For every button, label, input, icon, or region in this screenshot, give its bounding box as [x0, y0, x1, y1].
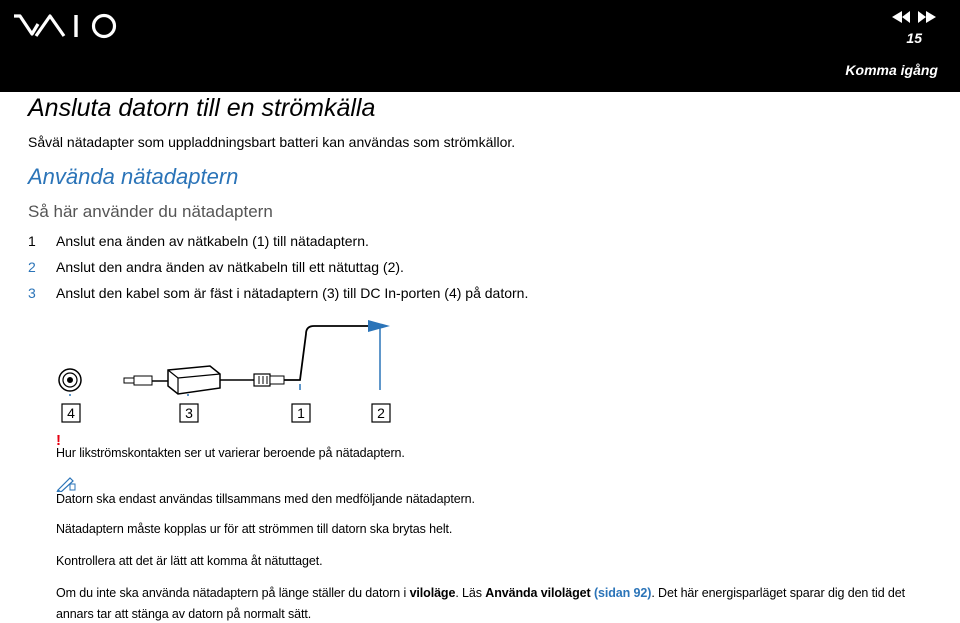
step-text: Anslut den kabel som är fäst i nätadaptern (3) till DC In-porten (4) på datorn. — [56, 285, 529, 301]
ac-adapter-icon — [168, 366, 220, 394]
svg-text:3: 3 — [185, 405, 193, 421]
note-text: Kontrollera att det är lätt att komma åt nätuttaget. — [56, 554, 323, 568]
svg-text:2: 2 — [377, 405, 385, 421]
header-bar — [0, 0, 960, 92]
step-text: Anslut ena änden av nätkabeln (1) till nätadaptern. — [56, 233, 369, 249]
note-text — [56, 586, 905, 600]
note-text-part: Om du inte ska använda nätadaptern på länge ställer du datorn i — [56, 586, 410, 600]
diagram-label-box — [62, 404, 80, 422]
step-item — [28, 285, 528, 301]
vaio-logo[interactable] — [12, 12, 122, 45]
warning-icon: ! — [56, 432, 61, 449]
page-navigation — [892, 10, 936, 28]
page-title: Ansluta datorn till en strömkälla — [28, 94, 376, 122]
intro-text: Såväl nätadapter som uppladdningsbart batteri kan användas som strömkällor. — [28, 134, 516, 150]
note-text: Nätadaptern måste kopplas ur för att strömmen till datorn ska brytas helt. — [56, 522, 453, 536]
viloläge-term: viloläge — [409, 586, 456, 600]
svg-text:1: 1 — [297, 405, 305, 421]
step-number: 1 — [28, 233, 36, 249]
note-text: Datorn ska endast användas tillsammans med den medföljande nätadaptern. — [56, 492, 475, 506]
svg-text:4: 4 — [67, 405, 75, 421]
power-cord-connector-icon — [254, 374, 284, 386]
note-text: annars tar att stänga av datorn på normalt sätt. — [56, 607, 312, 621]
subsection-title: Använda nätadaptern — [28, 164, 239, 189]
note-text-part: . Det här energisparläget sparar dig den tid det — [651, 586, 906, 600]
dc-in-port-icon — [59, 369, 81, 391]
page-number: 15 — [906, 30, 922, 46]
step-text: Anslut den andra änden av nätkabeln till ett nätuttag (2). — [56, 259, 404, 275]
step-item — [28, 259, 404, 275]
warning-text: Hur likströmskontakten ser ut varierar beroende på nätadaptern. — [56, 446, 405, 460]
section-title: Komma igång — [845, 62, 938, 78]
arrow-right-icon[interactable] — [918, 10, 936, 28]
diagram-label-box — [292, 404, 310, 422]
step-item — [28, 233, 369, 249]
step-number: 3 — [28, 285, 36, 301]
howto-heading: Så här använder du nätadaptern — [28, 202, 273, 221]
diagram-label-box — [180, 404, 198, 422]
arrow-left-icon[interactable] — [892, 10, 910, 28]
link-page-92[interactable]: (sidan 92) — [590, 586, 652, 600]
outlet-arrow-icon — [368, 320, 390, 390]
link-anvanda-vilolaget[interactable]: Använda viloläget — [485, 586, 591, 600]
step-number: 2 — [28, 259, 36, 275]
note-text-part: . Läs — [455, 586, 486, 600]
dc-plug-icon — [124, 376, 168, 385]
diagram-label-box — [372, 404, 390, 422]
power-connection-diagram — [50, 310, 410, 435]
